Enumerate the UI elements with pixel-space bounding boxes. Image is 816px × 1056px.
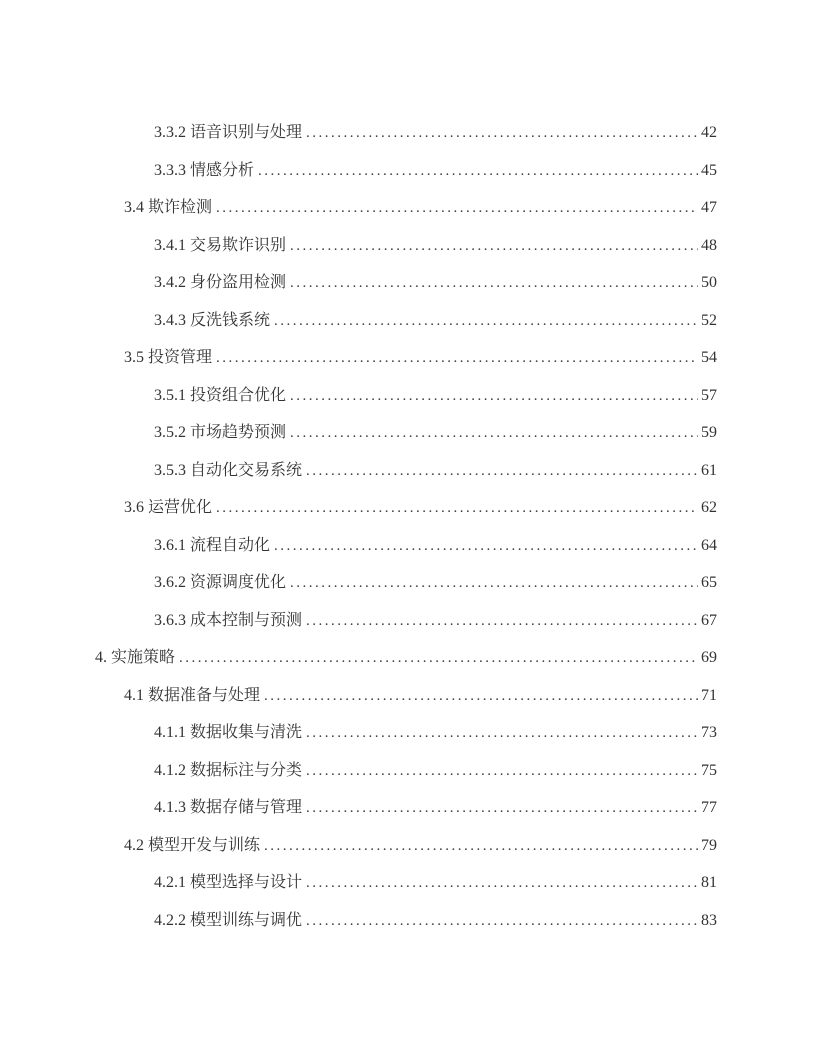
toc-entry-title: 3.6.3 成本控制与预测	[154, 611, 303, 629]
toc-entry	[95, 827, 717, 865]
toc-entry	[95, 564, 717, 602]
toc-entry-title: 4.1.2 数据标注与分类	[154, 761, 303, 779]
toc-dot-leader	[306, 790, 698, 828]
toc-entry-page: 67	[701, 611, 717, 629]
toc-entry-page: 62	[701, 499, 717, 516]
toc-entry-title: 4.2.2 模型训练与调优	[154, 911, 303, 929]
toc-entry-title: 3.5.2 市场趋势预测	[154, 424, 287, 441]
toc-entry-title: 4.2.1 模型选择与设计	[154, 874, 303, 891]
toc-entry	[95, 752, 717, 790]
toc-entry-page: 57	[701, 386, 717, 404]
toc-dot-leader	[290, 378, 698, 416]
toc-entry-page: 42	[701, 124, 717, 141]
toc-entry-page: 54	[701, 349, 717, 366]
toc-entry	[95, 602, 717, 640]
toc-dot-leader	[290, 228, 698, 266]
toc-entry	[95, 377, 717, 415]
toc-entry	[95, 414, 717, 452]
toc-entry-page: 59	[701, 424, 717, 441]
toc-dot-leader	[290, 265, 698, 303]
toc-entry	[95, 114, 717, 152]
toc-dot-leader	[306, 715, 698, 753]
toc-dot-leader	[290, 415, 698, 453]
toc-entry	[95, 789, 717, 827]
toc-entry-page: 50	[701, 274, 717, 291]
toc-entry-page: 69	[701, 649, 717, 666]
toc-entry-page: 48	[701, 236, 717, 254]
toc-dot-leader	[306, 865, 698, 903]
toc-entry	[95, 189, 717, 227]
toc-entry	[95, 639, 717, 677]
toc-dot-leader	[216, 340, 698, 378]
toc-dot-leader	[264, 828, 698, 866]
toc-entry	[95, 902, 717, 940]
toc-entry-page: 47	[701, 199, 717, 216]
toc-entry	[95, 677, 717, 715]
toc-entry-title: 3.5.1 投资组合优化	[154, 386, 287, 404]
toc-entry-title: 3.4 欺诈检测	[124, 199, 213, 216]
toc-dot-leader	[306, 603, 698, 641]
toc-dot-leader	[216, 490, 698, 528]
toc-entry-page: 71	[701, 686, 717, 704]
toc-entry	[95, 227, 717, 265]
toc-entry-title: 3.6 运营优化	[124, 499, 213, 516]
toc-dot-leader	[274, 303, 698, 341]
toc-entry-page: 65	[701, 574, 717, 591]
toc-entry-title: 3.4.3 反洗钱系统	[154, 311, 271, 329]
toc-entry-title: 3.3.3 情感分析	[154, 161, 255, 179]
toc-entry-title: 4.2 模型开发与训练	[124, 836, 261, 854]
table-of-contents	[95, 114, 717, 939]
toc-entry	[95, 339, 717, 377]
toc-entry-title: 3.4.2 身份盗用检测	[154, 274, 287, 291]
toc-dot-leader	[306, 753, 698, 791]
toc-entry-title: 4.1.3 数据存储与管理	[154, 799, 303, 816]
toc-dot-leader	[258, 153, 698, 191]
toc-entry-page: 81	[701, 874, 717, 891]
toc-entry	[95, 489, 717, 527]
toc-entry-title: 4.1 数据准备与处理	[124, 686, 261, 704]
toc-dot-leader	[306, 115, 698, 153]
toc-entry-page: 79	[701, 836, 717, 854]
toc-entry-page: 45	[701, 161, 717, 179]
toc-entry-title: 3.6.2 资源调度优化	[154, 574, 287, 591]
toc-entry-title: 3.4.1 交易欺诈识别	[154, 236, 287, 254]
toc-entry-page: 73	[701, 724, 717, 741]
toc-entry-page: 61	[701, 461, 717, 479]
toc-dot-leader	[290, 565, 698, 603]
toc-entry-title: 4.1.1 数据收集与清洗	[154, 724, 303, 741]
toc-entry	[95, 714, 717, 752]
toc-entry	[95, 527, 717, 565]
toc-entry	[95, 264, 717, 302]
toc-entry-page: 75	[701, 761, 717, 779]
toc-dot-leader	[274, 528, 698, 566]
toc-entry-page: 64	[701, 536, 717, 554]
toc-dot-leader	[306, 903, 698, 941]
toc-entry-title: 3.6.1 流程自动化	[154, 536, 271, 554]
toc-entry-title: 3.3.2 语音识别与处理	[154, 124, 303, 141]
toc-entry-title: 3.5.3 自动化交易系统	[154, 461, 303, 479]
toc-dot-leader	[306, 453, 698, 491]
toc-entry-title: 4. 实施策略	[95, 649, 176, 666]
toc-dot-leader	[179, 640, 698, 678]
toc-entry	[95, 452, 717, 490]
toc-dot-leader	[264, 678, 698, 716]
toc-entry	[95, 864, 717, 902]
toc-entry	[95, 152, 717, 190]
toc-entry-title: 3.5 投资管理	[124, 349, 213, 366]
toc-entry-page: 52	[701, 311, 717, 329]
toc-entry-page: 83	[701, 911, 717, 929]
toc-entry-page: 77	[701, 799, 717, 816]
toc-dot-leader	[216, 190, 698, 228]
toc-entry	[95, 302, 717, 340]
